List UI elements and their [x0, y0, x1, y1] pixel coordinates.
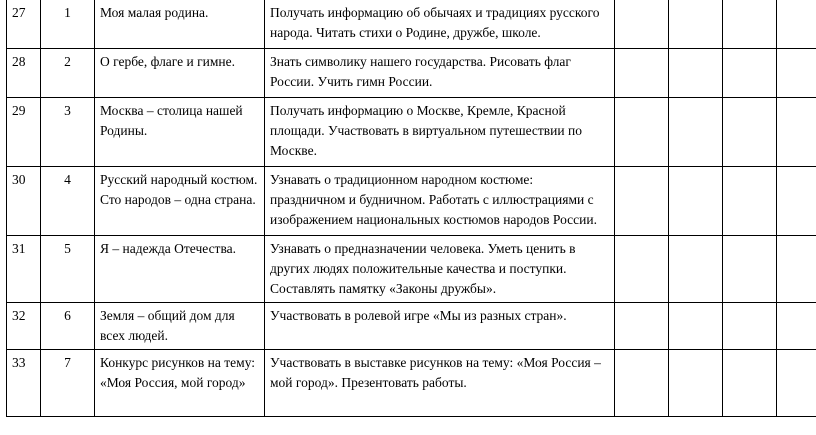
empty-cell [723, 350, 777, 417]
lesson-topic: Земля – общий дом для всех людей. [95, 303, 265, 350]
empty-cell [615, 98, 669, 167]
lesson-topic: Я – надежда Отечества. [95, 236, 265, 303]
row-number: 28 [7, 49, 41, 98]
empty-cell [777, 98, 816, 167]
lesson-activity: Участвовать в ролевой игре «Мы из разных стран». [265, 303, 615, 350]
lesson-index: 7 [41, 350, 95, 417]
lesson-activity: Участвовать в выставке рисунков на тему: «Моя Россия – мой город». Презентовать работы. [265, 350, 615, 417]
empty-cell [777, 350, 816, 417]
empty-cell [669, 0, 723, 49]
empty-cell [723, 167, 777, 236]
row-number: 32 [7, 303, 41, 350]
empty-cell [723, 0, 777, 49]
lesson-index: 4 [41, 167, 95, 236]
empty-cell [669, 98, 723, 167]
table-row [7, 167, 816, 236]
empty-cell [669, 167, 723, 236]
empty-cell [669, 303, 723, 350]
empty-cell [669, 236, 723, 303]
empty-cell [723, 49, 777, 98]
empty-cell [723, 303, 777, 350]
empty-cell [777, 303, 816, 350]
lesson-activity: Узнавать о традиционном народном костюме: праздничном и будничном. Работать с иллюстрациями с изображением национальных костюмов народов России. [265, 167, 615, 236]
row-number: 29 [7, 98, 41, 167]
lesson-topic: Моя малая родина. [95, 0, 265, 49]
empty-cell [777, 236, 816, 303]
lesson-plan-table [6, 0, 816, 417]
lesson-activity: Получать информацию о Москве, Кремле, Красной площади. Участвовать в виртуальном путешествии по Москве. [265, 98, 615, 167]
row-number: 30 [7, 167, 41, 236]
empty-cell [669, 49, 723, 98]
table-row [7, 49, 816, 98]
empty-cell [615, 0, 669, 49]
empty-cell [615, 350, 669, 417]
empty-cell [777, 0, 816, 49]
empty-cell [615, 49, 669, 98]
lesson-activity: Знать символику нашего государства. Рисовать флаг России. Учить гимн России. [265, 49, 615, 98]
lesson-topic: Москва – столица нашей Родины. [95, 98, 265, 167]
empty-cell [669, 350, 723, 417]
lesson-activity: Узнавать о предназначении человека. Уметь ценить в других людях положительные качества и поступки. Составлять памятку «Законы дружбы». [265, 236, 615, 303]
lesson-index: 6 [41, 303, 95, 350]
empty-cell [615, 303, 669, 350]
lesson-index: 2 [41, 49, 95, 98]
lesson-activity: Получать информацию об обычаях и традициях русского народа. Читать стихи о Родине, дружбе, школе. [265, 0, 615, 49]
table-row [7, 303, 816, 350]
lesson-topic: Русский народный костюм. Сто народов – одна страна. [95, 167, 265, 236]
table-row [7, 0, 816, 49]
empty-cell [777, 167, 816, 236]
empty-cell [777, 49, 816, 98]
empty-cell [615, 167, 669, 236]
lesson-index: 1 [41, 0, 95, 49]
lesson-index: 3 [41, 98, 95, 167]
empty-cell [723, 98, 777, 167]
empty-cell [723, 236, 777, 303]
lesson-topic: О гербе, флаге и гимне. [95, 49, 265, 98]
table-row [7, 98, 816, 167]
empty-cell [615, 236, 669, 303]
row-number: 27 [7, 0, 41, 49]
row-number: 31 [7, 236, 41, 303]
table-row [7, 236, 816, 303]
lesson-index: 5 [41, 236, 95, 303]
row-number: 33 [7, 350, 41, 417]
lesson-topic: Конкурс рисунков на тему: «Моя Россия, мой город» [95, 350, 265, 417]
table-row [7, 350, 816, 417]
